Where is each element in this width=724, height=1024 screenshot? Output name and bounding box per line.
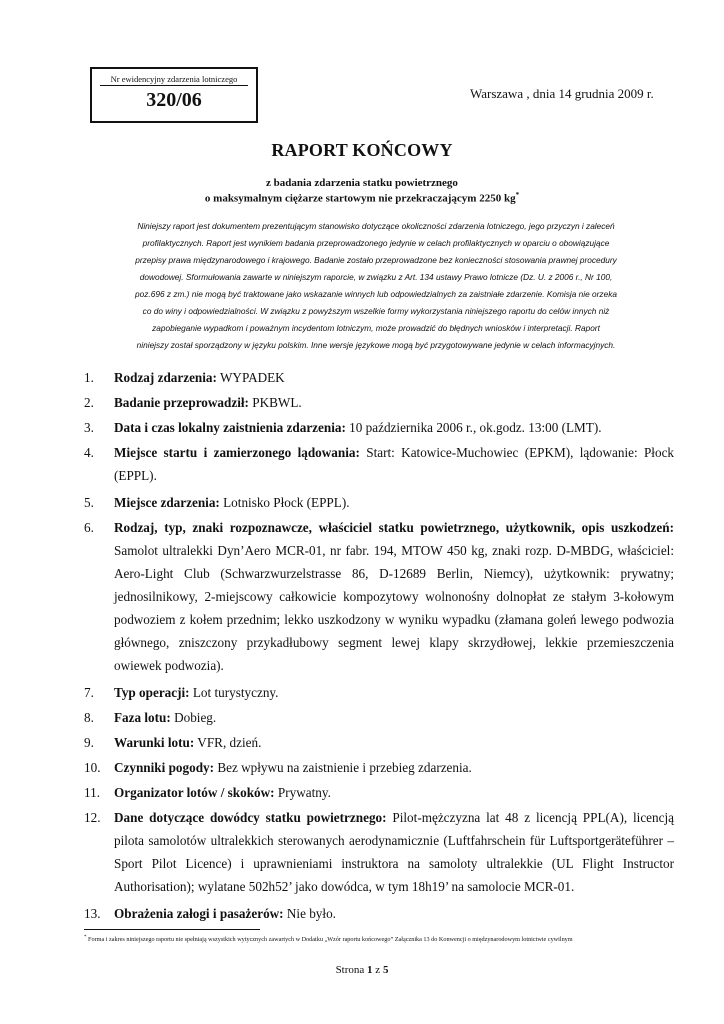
item-number: 7. (84, 685, 94, 700)
list-item (84, 491, 674, 514)
date-line: Warszawa , dnia 14 grudnia 2009 r. (470, 86, 654, 101)
item-number: 13. (84, 906, 101, 921)
item-text: Lotnisko Płock (EPPL). (219, 495, 350, 510)
registration-number: 320/06 (146, 89, 202, 111)
list-item (84, 416, 674, 439)
item-number: 1. (84, 370, 94, 385)
list-item (84, 706, 674, 729)
item-text: PKBWL. (248, 395, 302, 410)
disclaimer-line: dowodowej. Sformułowania zawarte w niniejszym raporcie, w związku z Art. 134 ustawy Prawo lotnicze (Dz. U. z 2006 r., Nr 100, (139, 272, 613, 282)
item-label: Miejsce zdarzenia: (114, 495, 220, 510)
footnote-text: Forma i zakres niniejszego raportu nie spełniają wszystkich wytycznych zawartych w Dodatku „Wzór raportu końcowego” Załącznika 13 do Konwencji o międzynarodowym lotnictwie cywilnym (86, 936, 573, 944)
item-label: Rodzaj, typ, znaki rozpoznawcze, właściciel statku powietrznego, użytkownik, opis uszkodzeń: (114, 520, 674, 535)
list-item (84, 781, 674, 804)
item-number: 9. (84, 735, 94, 750)
report-subtitle-1: z badania zdarzenia statku powietrznego (266, 177, 458, 189)
item-text: Nie było. (283, 906, 336, 921)
list-item (84, 731, 674, 754)
item-text: Pilot-mężczyzna lat 48 z licencją PPL(A), licencją pilota samolotów ultralekkich sterowanych aerodynamicznie (Luftfahrschein für Luftsportgeräteführer – Sport Pilot Licence) i uprawnieniami instruktora na samoloty ultralekkie (UL Flight Instructor Authorisation); wylatane 502h52’ jako dowódca, w tym 18h19’ na samolocie MCR-01. (114, 810, 674, 894)
item-text: Prywatny. (274, 785, 331, 800)
item-text: Bez wpływu na zaistnienie i przebieg zdarzenia. (214, 760, 472, 775)
list-item (84, 391, 674, 414)
footnote (84, 935, 684, 943)
item-label: Badanie przeprowadził: (114, 395, 249, 410)
list-item (84, 441, 674, 487)
item-number: 8. (84, 710, 94, 725)
registration-label: Nr ewidencyjny zdarzenia lotniczego (100, 74, 248, 86)
item-label: Rodzaj zdarzenia: (114, 370, 217, 385)
item-label: Obrażenia załogi i pasażerów: (114, 906, 284, 921)
item-text: Lot turystyczny. (189, 685, 279, 700)
item-label: Warunki lotu: (114, 735, 195, 750)
item-label: Miejsce startu i zamierzonego lądowania: (114, 445, 360, 460)
item-label: Typ operacji: (114, 685, 190, 700)
subtitle-footnote-mark: * (515, 191, 520, 199)
item-label: Faza lotu: (114, 710, 171, 725)
item-text: WYPADEK (216, 370, 285, 385)
item-label: Data i czas lokalny zaistnienia zdarzenia: (114, 420, 346, 435)
disclaimer-line: niniejszy został sporządzony w języku polskim. Inne wersje językowe mogą być przygotowywane jedynie w celach informacyjnych. (136, 340, 616, 350)
report-subtitle-2-text: o maksymalnym ciężarze startowym nie przekraczającym 2250 kg (204, 192, 516, 205)
item-text: Start: Katowice-Muchowiec (EPKM), lądowanie: Płock (EPPL). (114, 445, 675, 483)
list-item (84, 806, 674, 898)
disclaimer (116, 218, 636, 354)
item-number: 6. (84, 520, 94, 535)
page-footer-sep: z (372, 964, 383, 976)
item-text: Dobieg. (170, 710, 217, 725)
registration-box (90, 67, 258, 123)
item-number: 10. (84, 760, 101, 775)
item-number: 3. (84, 420, 94, 435)
item-label: Czynniki pogody: (114, 760, 215, 775)
report-title: RAPORT KOŃCOWY (271, 140, 453, 160)
disclaimer-line: przepisy prawa międzynarodowego i krajowego. Badanie zostało przeprowadzone bez konieczności stosowania prawnej procedury (135, 255, 617, 265)
list-item (84, 756, 674, 779)
page-total: 5 (382, 964, 389, 976)
item-number: 4. (84, 445, 94, 460)
item-number: 12. (84, 810, 101, 825)
item-label: Organizator lotów / skoków: (114, 785, 275, 800)
list-item (84, 516, 674, 677)
list-item (84, 681, 674, 704)
disclaimer-line: Niniejszy raport jest dokumentem prezentującym stanowisko dotyczące okoliczności zdarzenia lotniczego, jego przyczyn i zaleceń (137, 221, 615, 231)
item-text: Samolot ultralekki Dyn’Aero MCR-01, nr fabr. 194, MTOW 450 kg, znaki rozp. D-MBDG, właściciel: Aero-Light Club (Schwarzwurzelstrasse 86, D-12689 Berlin, Niemcy), użytkownik: prywatny; jednosilnikowy, 2-miejscowy całkowicie kompozytowy wolnonośny dolnopłat ze stałym 3-kołowym podwoziem z kołem przednim; lekko uszkodzony w wyniku wypadku (złamana goleń lewego podwozia głównego, zniszczony przykadłubowy segment lewej klapy skrzydłowej, lekkie przemieszczenia owiewek podwozia). (114, 543, 674, 673)
disclaimer-line: zapobieganie wypadkom i poważnym incydentom lotniczym, może prowadzić do błędnych wniosków i interpretacji. Raport (152, 323, 600, 333)
report-items (84, 366, 674, 927)
footnote-divider (84, 929, 260, 930)
item-text: 10 października 2006 r., ok.godz. 13:00 (LMT). (345, 420, 602, 435)
item-number: 2. (84, 395, 94, 410)
item-number: 11. (84, 785, 100, 800)
item-text: VFR, dzień. (194, 735, 262, 750)
item-number: 5. (84, 495, 94, 510)
disclaimer-line: co do winy i odpowiedzialności. W związku z powyższym wszelkie formy wykorzystania niniejszego raportu do celów innych niż (142, 306, 610, 316)
page-current: 1 (367, 964, 373, 976)
page-footer-prefix: Strona (335, 964, 368, 976)
footnote-mark: * (84, 935, 87, 940)
list-item (84, 366, 674, 389)
list-item (84, 902, 674, 925)
report-subtitle-2 (0, 191, 724, 205)
item-label: Dane dotyczące dowódcy statku powietrznego: (114, 810, 387, 825)
page-footer (0, 964, 724, 976)
disclaimer-line: profilaktycznych. Raport jest wynikiem badania przeprowadzonego jedynie w celach profilaktycznych w oparciu o obowiązujące (142, 238, 610, 248)
disclaimer-line: poz.696 z zm.) nie mogą być traktowane jako wskazanie winnych lub odpowiedzialnych za zaistniałe zdarzenie. Komisja nie orzeka (135, 289, 617, 299)
